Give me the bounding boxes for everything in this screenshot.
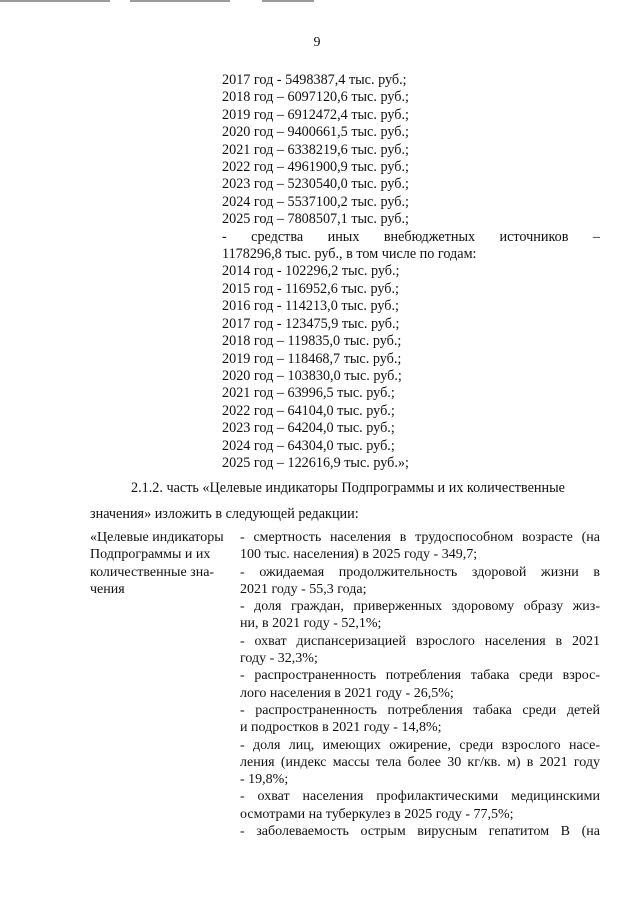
indicator-item: [240, 702, 600, 737]
funding-year-line: 2014 год - 102296,2 тыс. руб.;: [222, 263, 400, 280]
indicator-line: и подростков в 2021 году - 14,8%;: [240, 720, 442, 736]
scan-edge-marks: [0, 0, 634, 3]
funding-year-line: 2021 год – 6338219,6 тыс. руб.;: [222, 141, 409, 158]
funding-year-line: 2017 год - 123475,9 тыс. руб.;: [222, 315, 400, 332]
scan-edge-mark: [130, 0, 230, 2]
indicator-line: ни, в 2021 году - 52,1%;: [240, 616, 382, 632]
funding-year-line: 2019 год – 6912472,4 тыс. руб.;: [222, 106, 409, 123]
indicator-item: [240, 788, 600, 823]
indicator-line: году - 32,3%;: [240, 651, 318, 667]
funding-year-line: 2023 год – 64204,0 тыс. руб.;: [222, 420, 395, 437]
indicator-line: 100 тыс. населения) в 2025 году - 349,7;: [240, 547, 478, 563]
funding-year-line: 2018 год – 119835,0 тыс. руб.;: [222, 333, 402, 350]
indicator-line: - смертность населения в трудоспособном возрасте (на: [240, 530, 600, 545]
indicator-line: лого населения в 2021 году - 26,5%;: [240, 685, 454, 701]
funding-year-line: 2025 год – 122616,9 тыс. руб.»;: [222, 454, 409, 471]
other-sources-word: источников: [499, 228, 569, 245]
funding-year-line: 2020 год – 9400661,5 тыс. руб.;: [222, 124, 409, 141]
funding-year-line: 2016 год - 114213,0 тыс. руб.;: [222, 298, 399, 315]
other-sources-word: -: [222, 228, 227, 245]
indicator-line: - охват населения профилактическими медицинскими: [240, 789, 600, 805]
indicators-label-line: количественные зна-: [90, 564, 215, 580]
indicator-item: [240, 598, 600, 633]
indicator-line: - заболеваемость острым вирусным гепатитом В (на: [240, 824, 600, 840]
funding-year-line: 2021 год – 63996,5 тыс. руб.;: [222, 385, 395, 402]
indicators-label-line: «Целевые индикаторы: [90, 530, 224, 545]
scan-edge-mark: [0, 0, 110, 2]
funding-year-line: 2015 год - 116952,6 тыс. руб.;: [222, 280, 399, 297]
indicator-line: ления (индекс массы тела более 30 кг/кв. м) в 2021 году: [240, 754, 600, 770]
amendment-paragraph-continuation: значения» изложить в следующей редакции:: [90, 506, 359, 522]
other-sources-word: –: [592, 228, 600, 245]
indicator-item: [240, 564, 600, 599]
funding-year-line: 2018 год – 6097120,6 тыс. руб.;: [222, 89, 409, 106]
indicator-line: 2021 году - 55,3 года;: [240, 581, 367, 597]
indicator-line: осмотрами на туберкулез в 2025 году - 77,5%;: [240, 806, 514, 822]
funding-year-line: 2024 год – 5537100,2 тыс. руб.;: [222, 193, 409, 210]
funding-year-line: 2017 год - 5498387,4 тыс. руб.;: [222, 72, 407, 88]
indicator-line: - распространенность потребления табака среди детей: [240, 702, 600, 718]
funding-year-line: 2023 год – 5230540,0 тыс. руб.;: [222, 176, 409, 193]
indicator-item: [240, 529, 600, 564]
indicator-item: [240, 737, 600, 789]
indicator-line: - 19,8%;: [240, 772, 289, 788]
funding-year-line: 2024 год – 64304,0 тыс. руб.;: [222, 437, 395, 454]
indicators-label-line: чения: [90, 581, 125, 597]
other-sources-word: внебюджетных: [383, 228, 476, 245]
funding-by-year-list: [222, 72, 600, 472]
indicator-item: [240, 633, 600, 668]
funding-year-line: 2019 год – 118468,7 тыс. руб.;: [222, 350, 402, 367]
other-sources-heading: [222, 229, 600, 246]
indicators-label-line: Подпрограммы и их: [90, 547, 211, 563]
indicator-item: [240, 823, 600, 840]
indicators-label-cell: [90, 529, 240, 598]
scan-edge-mark: [262, 0, 314, 2]
indicator-line: - доля лиц, имеющих ожирение, среди взрослого насе-: [240, 737, 600, 753]
other-sources-total: 1178296,8 тыс. руб., в том числе по годам:: [222, 246, 477, 263]
page-number: 9: [313, 35, 321, 50]
indicator-line: - распространенность потребления табака среди взрос-: [240, 668, 600, 684]
funding-year-line: 2022 год – 64104,0 тыс. руб.;: [222, 402, 395, 419]
funding-year-line: 2020 год – 103830,0 тыс. руб.;: [222, 367, 402, 384]
other-sources-word: иных: [327, 228, 360, 245]
indicator-line: - доля граждан, приверженных здоровому образу жиз-: [240, 599, 600, 615]
indicator-item: [240, 667, 600, 702]
funding-year-line: 2022 год – 4961900,9 тыс. руб.;: [222, 159, 409, 176]
indicators-values-cell: [240, 529, 600, 840]
other-sources-word: средства: [251, 228, 304, 245]
indicator-line: - охват диспансеризацией взрослого населения в 2021: [240, 633, 600, 649]
indicator-line: - ожидаемая продолжительность здоровой жизни в: [240, 564, 600, 580]
amendment-paragraph: 2.1.2. часть «Целевые индикаторы Подпрограммы и их количественные: [131, 480, 565, 496]
funding-year-line: 2025 год – 7808507,1 тыс. руб.;: [222, 211, 409, 228]
